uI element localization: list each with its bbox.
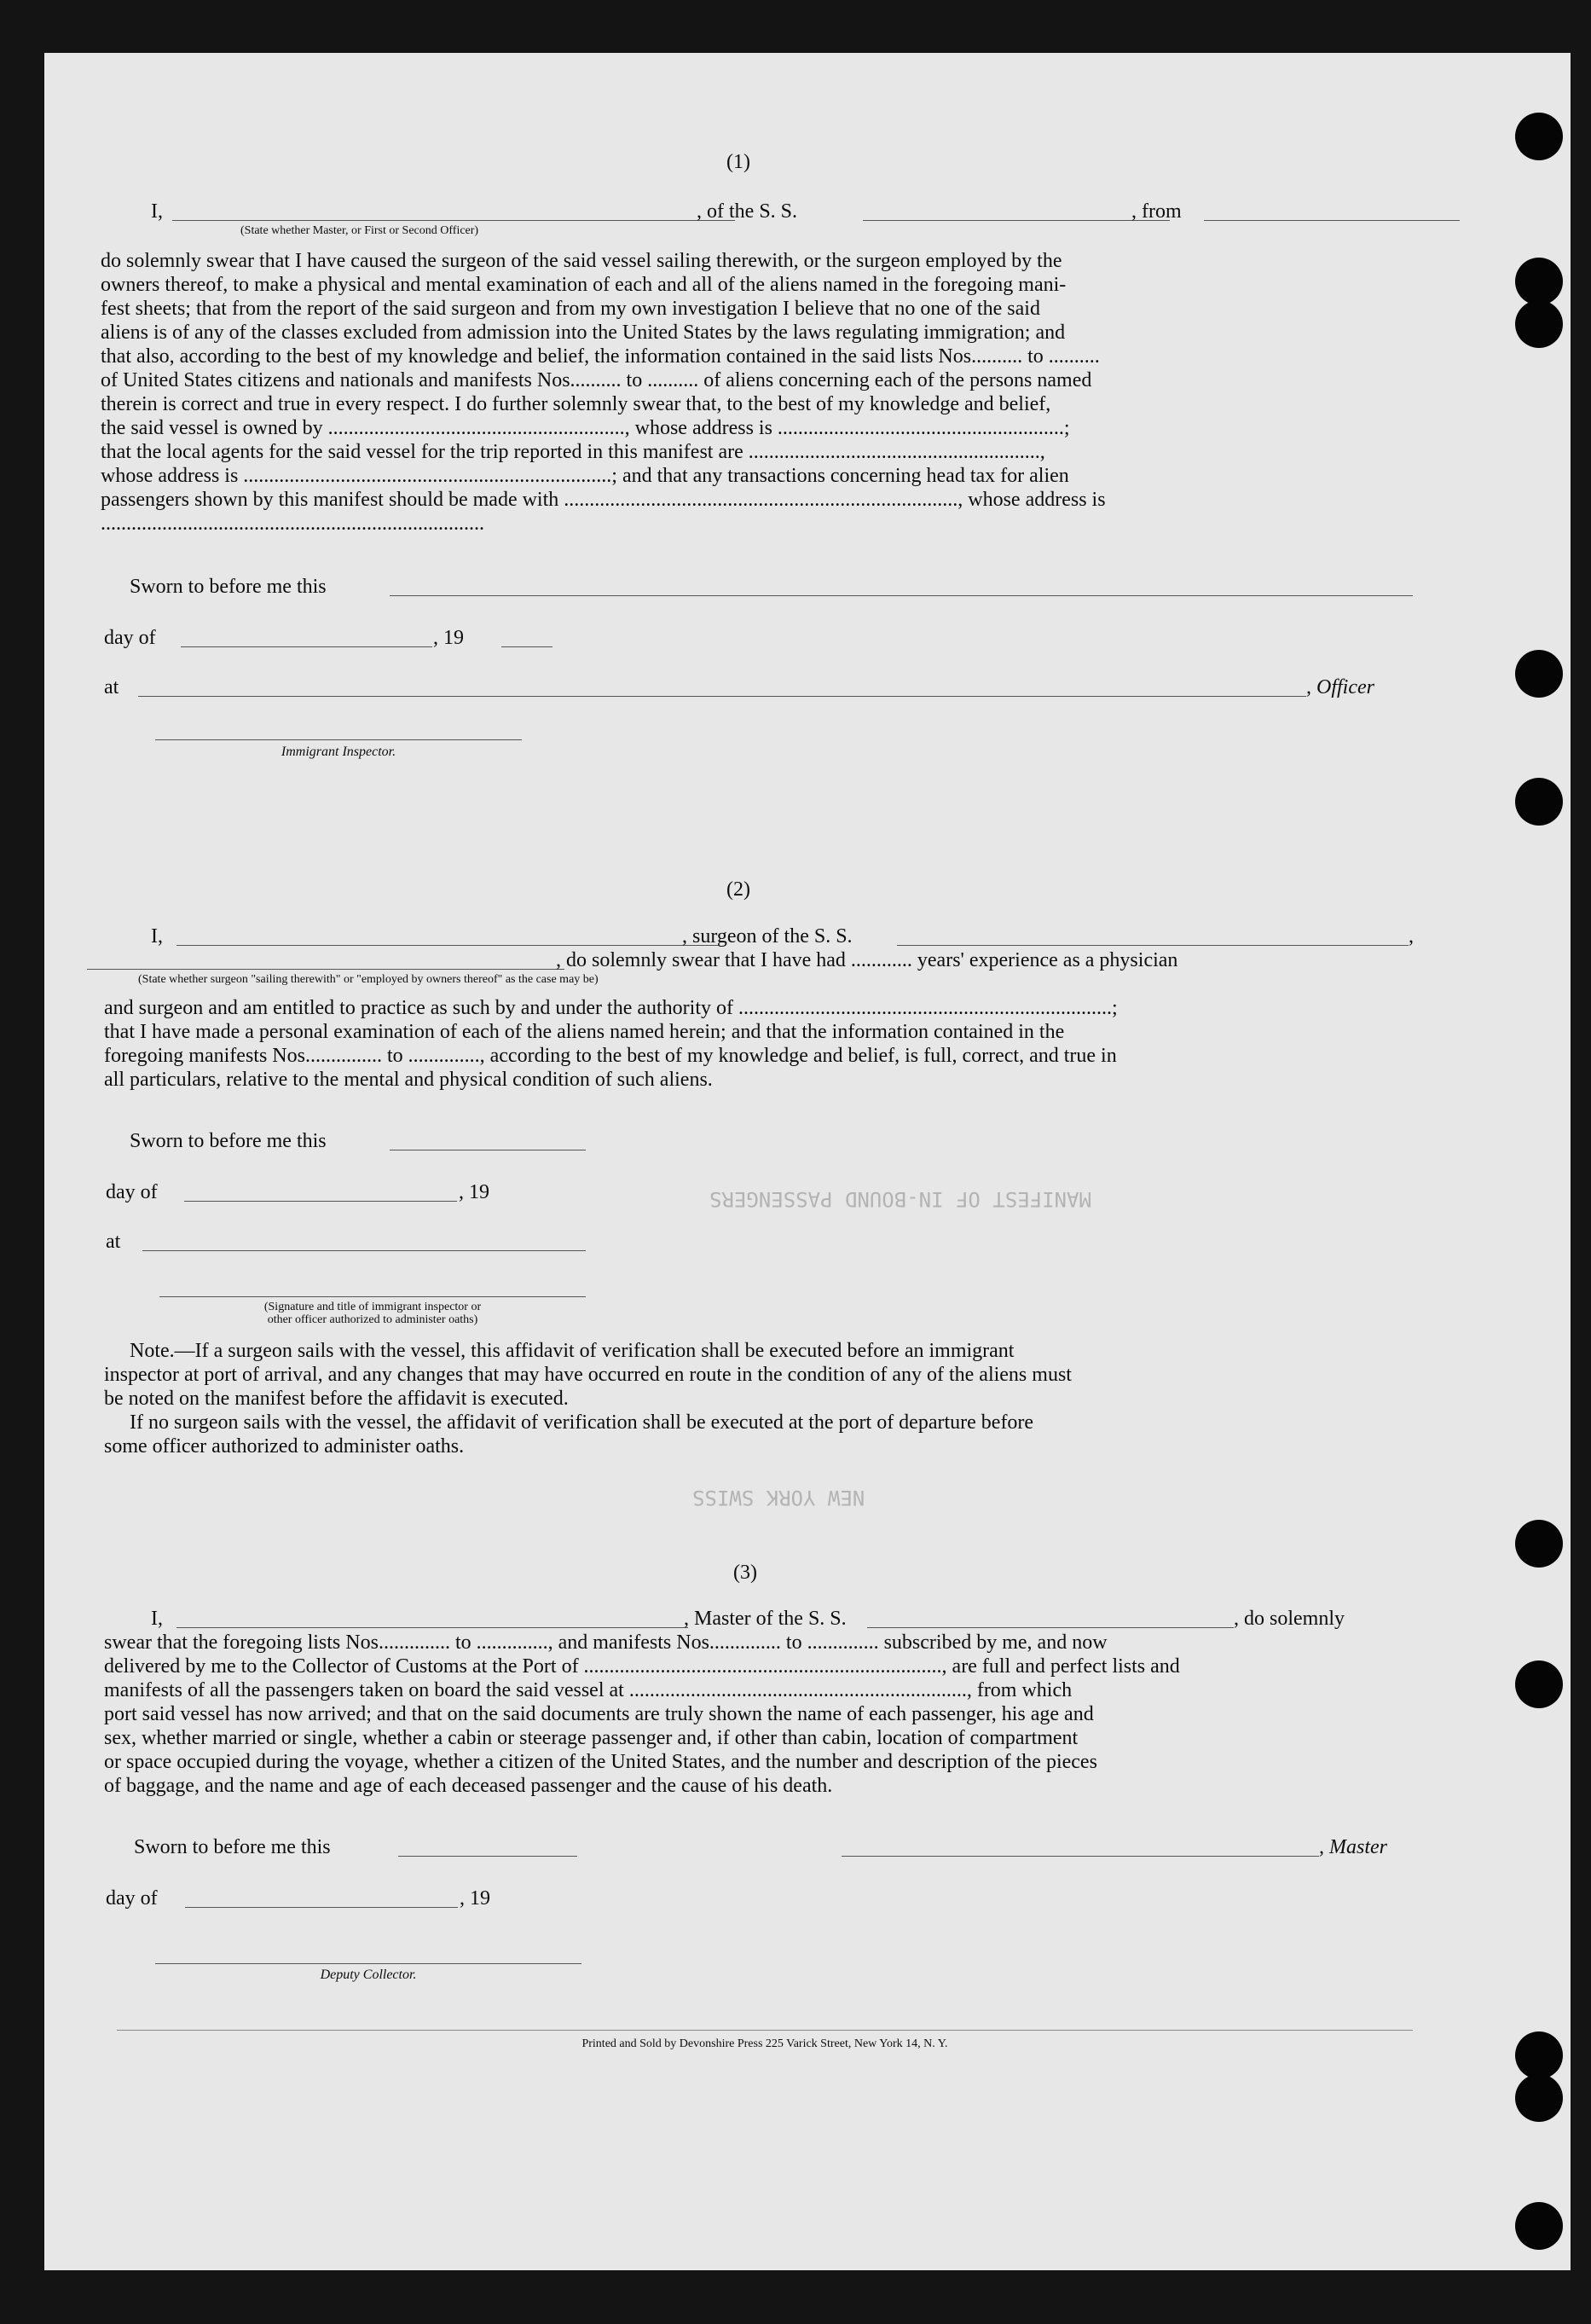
binder-hole — [1515, 113, 1563, 160]
section-1-number: (1) — [726, 151, 750, 173]
manifest-affidavit-page — [44, 53, 1571, 2270]
binder-hole — [1515, 2074, 1563, 2122]
at-label-2: at — [106, 1231, 121, 1253]
surgeon-experience-text: , do solemnly swear that I have had ............ years' experience as a physician — [556, 949, 1178, 971]
affidavit-3-line-5: sex, whether married or single, whether a cabin or steerage passenger and, if other than cabin, location of compartment — [104, 1727, 1079, 1749]
master-label: , Master — [1319, 1836, 1387, 1858]
footer-rule — [117, 2030, 1413, 2031]
sworn-label-3: Sworn to before me this — [134, 1836, 331, 1858]
affidavit-3-line-7: of baggage, and the name and age of each deceased passenger and the cause of his death. — [104, 1775, 833, 1797]
bleed-through-text: MANIFEST OF IN-BOUND PASSENGERS — [709, 1187, 1091, 1211]
binder-hole — [1515, 650, 1563, 698]
from-port-field[interactable] — [1204, 220, 1460, 221]
affidavit-2-line-4: all particulars, relative to the mental and physical condition of such aliens. — [104, 1069, 713, 1091]
affidavit-3-line-3: manifests of all the passengers taken on board the said vessel at .................................................................., from which — [104, 1679, 1073, 1701]
binder-hole — [1515, 1520, 1563, 1568]
affidavit-1-line-9: that the local agents for the said vessel for the trip reported in this manifest are ........................................................., — [101, 441, 1045, 463]
binder-hole — [1515, 1660, 1563, 1708]
officer-i: I, — [151, 200, 163, 223]
comma: , — [1409, 925, 1414, 948]
day-of-label-2: day of — [106, 1181, 158, 1203]
year-label-1: , 19 — [433, 627, 464, 649]
affidavit-1-line-5: that also, according to the best of my knowledge and belief, the information contained in the said lists Nos.......... to .......... — [101, 345, 1100, 368]
surgeon-hint: (State whether surgeon "sailing therewith" or "employed by owners thereof" as the case may be) — [138, 973, 599, 986]
vessel-name-field[interactable] — [863, 220, 1170, 221]
affidavit-3-line-1: swear that the foregoing lists Nos.............. to .............., and manifests Nos.............. to .............. subscribed by me, and now — [104, 1631, 1108, 1654]
officer-label: , Officer — [1306, 676, 1374, 698]
printer-credit: Printed and Sold by Devonshire Press 225 Varick Street, New York 14, N. Y. — [581, 2037, 948, 2050]
day-of-field-2[interactable] — [184, 1201, 457, 1202]
surgeon-status-field[interactable] — [87, 969, 564, 970]
affidavit-2-line-3: foregoing manifests Nos............... to .............., according to the best of my knowledge and belief, is full, correct, and true in — [104, 1045, 1117, 1067]
binder-hole — [1515, 2202, 1563, 2250]
bleed-through-text: NEW YORK SWISS — [692, 1486, 865, 1510]
affidavit-1-line-12: ........................................................................... — [101, 513, 484, 535]
day-of-label-1: day of — [104, 627, 156, 649]
officer-name-field[interactable] — [172, 220, 735, 221]
year-field-1[interactable] — [501, 646, 553, 647]
affidavit-3-line-2: delivered by me to the Collector of Customs at the Port of ......................................................................, are full and perfect lists and — [104, 1655, 1180, 1678]
affidavit-1-line-6: of United States citizens and nationals and manifests Nos.......... to .......... of aliens concerning each of the persons named — [101, 369, 1092, 391]
affidavit-1-line-3: fest sheets; that from the report of the said surgeon and from my own investigation I believe that no one of the said — [101, 298, 1040, 320]
immigrant-inspector-label: Immigrant Inspector. — [281, 745, 396, 759]
deputy-signature-line[interactable] — [155, 1963, 581, 1964]
section-3-number: (3) — [733, 1562, 757, 1584]
sworn-date-field-1[interactable] — [390, 595, 1413, 596]
affidavit-3-line-4: port said vessel has now arrived; and that on the said documents are truly shown the name of each passenger, his age and — [104, 1703, 1094, 1725]
surgeon-vessel-field[interactable] — [897, 945, 1409, 946]
year-label-3: , 19 — [460, 1887, 490, 1910]
note-line-3: be noted on the manifest before the affidavit is executed. — [104, 1388, 569, 1410]
signature-hint-1: (Signature and title of immigrant inspector or — [263, 1301, 482, 1313]
note-line-4: If no surgeon sails with the vessel, the affidavit of verification shall be executed at the port of departure before — [130, 1411, 1034, 1434]
affidavit-1-line-8: the said vessel is owned by .........................................................., whose address is ........................................................; — [101, 417, 1070, 439]
affidavit-2-line-2: that I have made a personal examination of each of the aliens named herein; and that the information contained in the — [104, 1021, 1065, 1043]
sworn-label-2: Sworn to before me this — [130, 1130, 327, 1152]
note-line-1: Note.—If a surgeon sails with the vessel, this affidavit of verification shall be executed before an immigrant — [130, 1340, 1015, 1362]
day-of-field-1[interactable] — [181, 646, 432, 647]
signature-hint-2: other officer authorized to administer oaths) — [267, 1313, 478, 1326]
section-2-number: (2) — [726, 878, 750, 901]
at-label-1: at — [104, 676, 119, 698]
sworn-date-field-3[interactable] — [398, 1856, 577, 1857]
master-i: I, — [151, 1608, 163, 1630]
of-ss-label: , of the S. S. — [697, 200, 798, 223]
binder-holes — [1511, 53, 1571, 2270]
sworn-label-1: Sworn to before me this — [130, 576, 327, 598]
affidavit-1-line-10: whose address is ........................................................................; and that any transactions concerning head tax for alien — [101, 465, 1069, 487]
affidavit-3-line-6: or space occupied during the voyage, whether a citizen of the United States, and the number and description of the pieces — [104, 1751, 1097, 1773]
binder-hole — [1515, 258, 1563, 305]
officer-hint: (State whether Master, or First or Second Officer) — [240, 224, 479, 237]
affidavit-1-line-1: do solemnly swear that I have caused the surgeon of the said vessel sailing therewith, or the surgeon employed by the — [101, 250, 1062, 272]
surgeon-i: I, — [151, 925, 163, 948]
master-vessel-field[interactable] — [867, 1627, 1234, 1628]
binder-hole — [1515, 2031, 1563, 2079]
affidavit-1-line-4: aliens is of any of the classes excluded from admission into the United States by the laws regulating immigration; and — [101, 322, 1066, 344]
affidavit-1-line-7: therein is correct and true in every respect. I do further solemnly swear that, to the best of my knowledge and belief, — [101, 393, 1051, 415]
deputy-collector-label: Deputy Collector. — [320, 1968, 417, 1982]
binder-hole — [1515, 300, 1563, 348]
affidavit-1-line-2: owners thereof, to make a physical and mental examination of each and all of the aliens named in the foregoing mani- — [101, 274, 1067, 296]
surgeon-name-field[interactable] — [176, 945, 718, 946]
at-place-field-1[interactable] — [138, 696, 1306, 697]
inspector-signature-line[interactable] — [155, 739, 522, 740]
affidavit-2-line-1: and surgeon and am entitled to practice as such by and under the authority of .........................................................................; — [104, 997, 1118, 1019]
from-label: , from — [1131, 200, 1182, 223]
at-place-field-2[interactable] — [142, 1250, 586, 1251]
note-line-2: inspector at port of arrival, and any changes that may have occurred en route in the condition of any of the aliens must — [104, 1364, 1072, 1386]
master-signature-field[interactable] — [842, 1856, 1319, 1857]
note-line-5: some officer authorized to administer oaths. — [104, 1435, 465, 1458]
affidavit-1-line-11: passengers shown by this manifest should be made with ............................................................................., whose address is — [101, 489, 1106, 511]
binder-hole — [1515, 778, 1563, 826]
master-of-ss-label: , Master of the S. S. — [684, 1608, 847, 1630]
surgeon-of-label: , surgeon of the S. S. — [682, 925, 853, 948]
officer-signature-line[interactable] — [159, 1296, 586, 1297]
day-of-field-3[interactable] — [185, 1907, 458, 1908]
year-label-2: , 19 — [459, 1181, 489, 1203]
day-of-label-3: day of — [106, 1887, 158, 1910]
master-name-field[interactable] — [176, 1627, 688, 1628]
do-solemnly-label: , do solemnly — [1234, 1608, 1345, 1630]
